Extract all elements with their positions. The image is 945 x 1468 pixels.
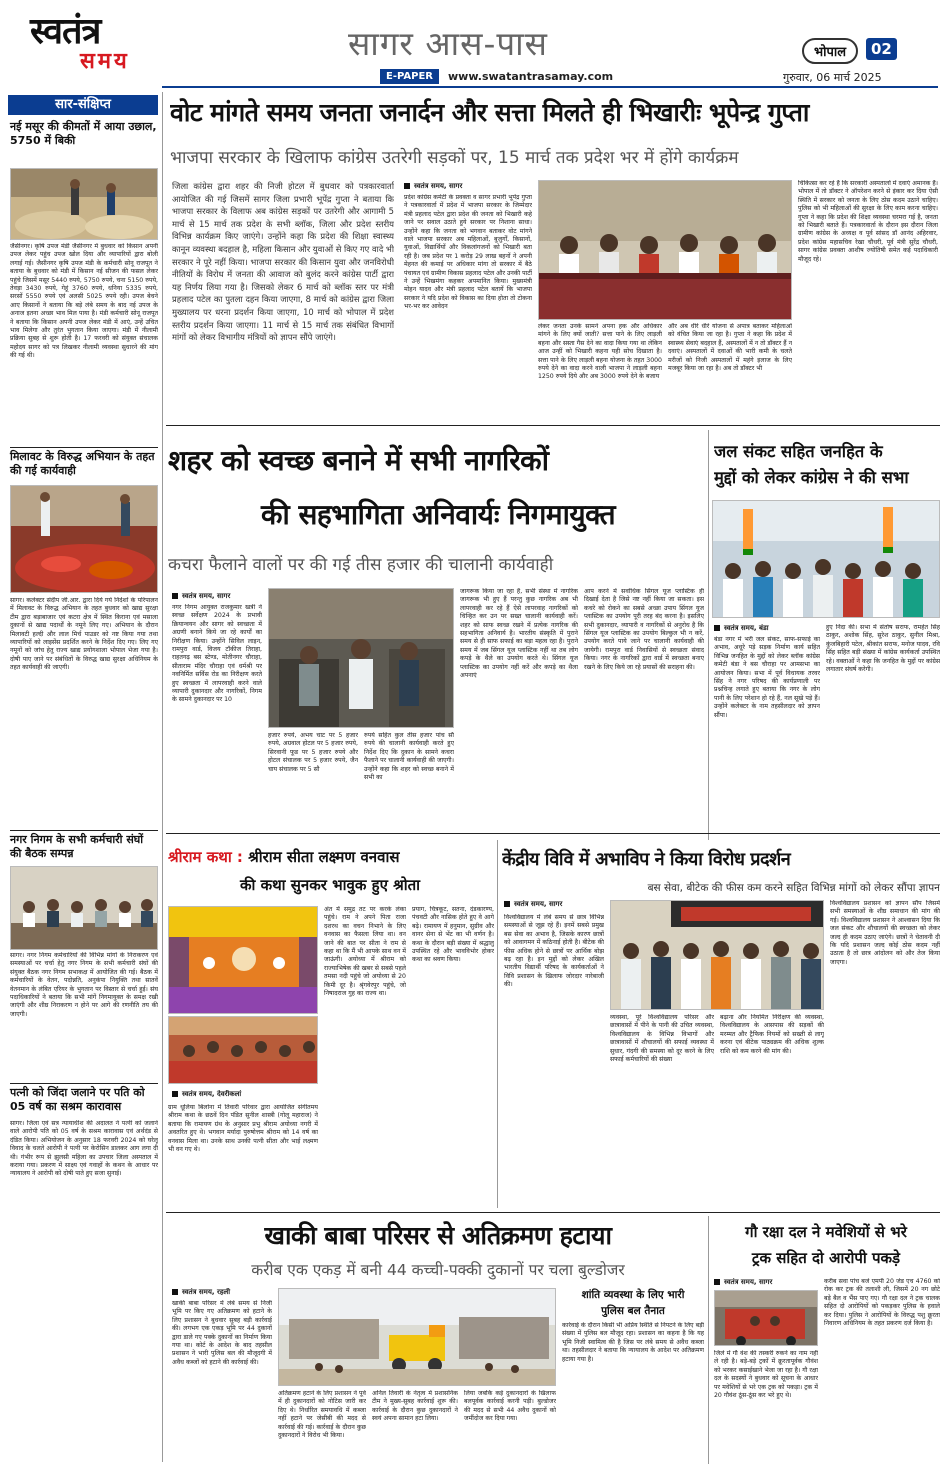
photo-mandi-grain (10, 168, 158, 240)
khaki-col-1: खाकी बाबा परिसर में लंबे समय से निजी भूमि पर किए गए अतिक्रमण को हटाने के लिए प्रशासन ने बुधवार सुबह बड़ी कार्रवाई की। लगभग एक एकड़ भूमि पर 44 दुकानों द्वारा डाले गए पक्के दुकानों का निर्माण किया गया था। कोर्ट के आदेश के बाद तहसील प्रशासन ने भारी पुलिस बल की मौजूदगी में अवैध कब्जों को हटाने की कार्रवाई की। (172, 1300, 272, 1366)
jalsankat-col-2: हुए निंदा की। सभा में संतोष सराफ, रामहेत सिंह ठाकुर, अशोक सिंह, सुरेश ठाकुर, सुनील मिश्रा, कुंजबिहारी पटेल, श्रीकांत सराफ, मनोज यादव, रवि सिंह सहित बड़ी संख्या में कांग्रेस कार्यकर्ता उपस्थित रहे। वक्ताओं ने कहा कि जनहित के मुद्दों पर कांग्रेस लगातार संघर्ष करेगी। (826, 624, 940, 674)
lead-col-5: चिकित्सा कर रहे हैं कि सरकारी अस्पतालों में दवाएं अमानक हैं। भोपाल में तो डॉक्टर ने ऑपरेशन करने से इंकार कर दिया ऐसी स्थिति में सरकार को जनता के लिए ठोस कदम उठाने चाहिए। पुलिस को भी महिलाओं की सुरक्षा के लिए काम करना चाहिए। गुप्ता ने कहा कि प्रदेश की शिक्षा व्यवस्था चरमरा गई है, जनता को भिखारी बताते हैं। पत्रकारवार्ता के दौरान इस दौरान जिला ग्रामीण कांग्रेस के अध्यक्ष व पूर्व सांसद डॉ आनंद अहिरवार, प्रदेश कांग्रेस महासचिव रेखा चौधरी, पूर्व मंत्री सुरेंद्र चौधरी, सागर कांग्रेस प्रवक्ता आशीष ज्योतिषी समेत कई पदाधिकारी मौजूद रहे। (798, 180, 938, 263)
ramkatha-headline-line1: श्रीराम सीता लक्ष्मण वनवास (248, 848, 400, 866)
photo-ram-katha-stage (168, 906, 318, 1014)
lead-byline (404, 182, 532, 191)
khaki-col-4: लिया जबकि कई दुकानदारों के खिलाफ बलपूर्वक कार्रवाई करनी पड़ी। बुल्डोजर की मदद से सभी 44 अवैध दुकानों को जमींदोज कर दिया गया। (464, 1390, 556, 1423)
khaki-col-2: अतिक्रमण हटाने के लिए प्रशासन ने पूर्व में ही दुकानदारों को नोटिस जारी कर दिए थे। निर्धारित समयावधि में कब्जा नहीं हटाने पर जेसीबी की मदद से कार्रवाई की गई। कार्रवाई के दौरान कुछ दुकानदारों ने विरोध भी किया। (278, 1390, 366, 1440)
photo-ram-katha-audience (168, 1016, 318, 1084)
ramkatha-col-3: प्रयाग, चित्रकूट, सतना, दंडकारण्य, पंचवटी और नासिक होते हुए वे आगे बढ़े। रामायण में हनुमान, सुग्रीव और वानर सेना से भेंट का भी वर्णन है। कथा के दौरान बड़ी संख्या में श्रद्धालु उपस्थित रहे और भावविभोर होकर कथा का श्रवण किया। (412, 906, 494, 964)
city-name: भोपाल (802, 38, 858, 64)
masthead (0, 0, 945, 90)
nigam-byline (172, 592, 262, 601)
jalsankat-headline-line2: मुद्दों को लेकर कांग्रेस ने की सभा (714, 468, 909, 487)
univ-subhead: बस सेवा, बीटेक की फीस कम करने सहित विभिन्न मांगों को लेकर सौंपा ज्ञापन (647, 882, 940, 894)
photo-cattle-truck (714, 1290, 818, 1346)
photo-nigam-inspection (268, 588, 454, 728)
nigam-col-5: आप करने में सर्वाधिक सिंगल यूज प्लास्टिक ही दिखाई देता है जिसे नष्ट नहीं किया जा सकता। इस कचरे को रोकने का सबसे अच्छा उपाय सिंगल यूज प्लास्टिक का उपयोग पूरी तरह बंद करना है। इसलिए सभी दुकानदार, व्यापारी व नागरिकों से अनुरोध है कि सिंगल यूज प्लास्टिक का उपयोग बिल्कुल भी न करें, उपयोग करते पाये जाने पर चालानी कार्यवाही की जायेगी। रामपुरा वार्ड निवासियों से स्वच्छता संवाद किया। नगर के नागरिकों द्वारा वार्ड में स्वच्छता बनाए रखने के लिए किये जा रहे प्रयासों की सराहना की। (584, 588, 704, 671)
khaki-byline (172, 1288, 272, 1297)
gau-headline-line2: ट्रक सहित दो आरोपी पकड़े (751, 1249, 901, 1267)
site-url[interactable]: www.swatantrasamay.com (448, 70, 614, 83)
byline-text: स्वतंत्र समय, सागर (514, 900, 563, 908)
nigam-col-3: रुपये सहित कुल तीस हजार पांच सौ रुपये की चालानी कार्यवाही करते हुए निर्देश दिए कि दुकान के सामने कचरा फैलाने पर चालानी कार्यवाही की जाएगी। उन्होंने कहा कि शहर को स्वच्छ बनाने में सभी का (364, 732, 454, 782)
univ-byline (504, 900, 604, 909)
lead-subhead: भाजपा सरकार के खिलाफ कांग्रेस उतरेगी सड़कों पर, 15 मार्च तक प्रदेश भर में होंगे कार्यक्रम (170, 148, 739, 168)
lead-col-3: लेकर जनता उनके सामने अपना हक और अधिकार मांगने के लिए क्यों जाती? सत्ता पाने के लिए लाड़ली बहना और सस्ता गैस देने का वादा किया गया था लेकिन आज उन्हीं को भिखारी कहना यही सोच दिखाता है। सत्ता पाने के लिए लाड़ली बहना योजना के तहत 3000 रुपये देने का वादा करने वाली भाजपा ने लाड़ली बहना 1250 रुपये दिये और अब 3000 रुपये देने के बजाय (538, 323, 662, 381)
sidebar-title: सार-संक्षिप्त (8, 95, 158, 115)
univ-col-4: विश्वविद्यालय प्रशासन को ज्ञापन सौंप जिसमें सभी समस्याओं के शीघ्र समाधान की मांग की गई। विश्वविद्यालय प्रशासन ने आश्वासन दिया कि जल संकट और शौचालयों की स्वच्छता को लेकर जल्द ही कदम उठाए जाएंगे। छात्रों ने चेतावनी दी कि यदि प्रशासन जल्द कोई ठोस कदम नहीं उठाता है तो छात्र आंदोलन को और तेज किया जाएगा। (830, 900, 940, 966)
byline-text: स्वतंत्र समय, सागर (414, 182, 463, 190)
byline-marker-icon (504, 901, 510, 907)
univ-col-2: व्यवस्था, पूरे विश्वविद्यालय परिसर और छात्रावासों में पीने के पानी की उचित व्यवस्था, विश्वविद्यालय के विभिन्न विभागों और छात्रावासों में शौचालयों की सफाई व्यवस्था में सुधार, गंदगी की समस्या को दूर करने के लिए सफाई कर्मचारियों की संख्या (610, 1014, 714, 1064)
masthead-rule (162, 86, 938, 88)
section-divider (166, 833, 940, 834)
divider (10, 1083, 158, 1084)
khaki-col-5: कार्रवाई के दौरान किसी भी अप्रिय स्थिति से निपटने के लिए बड़ी संख्या में पुलिस बल मौजूद रहा। प्रशासन का कहना है कि यह भूमि निजी स्वामित्व की है जिस पर लंबे समय से अवैध कब्जा था। तहसीलदार ने बताया कि न्यायालय के आदेश पर अतिक्रमण हटाया गया है। (562, 1322, 704, 1363)
jalsankat-byline (714, 624, 820, 633)
divider (10, 830, 158, 831)
section-divider (166, 425, 940, 426)
photo-press-conference (538, 180, 792, 320)
byline-marker-icon (714, 1279, 720, 1285)
ramkatha-label: श्रीराम कथा : (168, 848, 243, 866)
ramkatha-col-2: अंत में समुद्र तट पर करके लंका पहुंचे। राम ने अपने पिता राजा दशरथ का वचन निभाने के लिए वनवास का फैसला लिया था। वन जाने की बात पर सीता ने राम से कहा था कि मैं भी आपके साथ वन में जाऊंगी। अयोध्या में श्रीराम को राज्याभिषेक की खबर से सबसे पहले तमसा नदी पहुंचे जो अयोध्या से 20 किमी दूर है। श्रृंगवेरपुर पहुंचे, जो निषादराज गुह का राज्य था। (324, 906, 406, 998)
byline-text: स्वतंत्र समय, सागर (724, 1278, 773, 1286)
column-rule (162, 92, 163, 1462)
lead-intro: जिला कांग्रेस द्वारा शहर की निजी होटल में बुधवार को पत्रकारवार्ता आयोजित की गई जिसमें सागर जिला प्रभारी भूपेंद्र गुप्ता ने बताया कि भाजपा सरकार के विलाफ अब कांग्रेस सड़कों पर उतरेगी और आगामी 5 मार्च से 15 मार्च तक प्रदेश के सभी ब्लॉक, जिला और प्रदेश स्तरीय विभिन्न कार्यक्रम किए जाएंगे। उन्होंने कहा कि प्रदेश की शिक्षा स्वास्थ्य कानून व्यवस्था बदहाल है, महिला किसान और युवाओं से किए गए वादे भी सरकार ने पूरे नहीं किया। भाजपा सरकार की किसान युवा और जनविरोधी नीतियों के विरोध में जनता की आवाज को बुलंद करने कांग्रेस पार्टी द्वारा यह निर्णय लिया गया है। जिसको लेकर 6 मार्च को ब्लॉक स्तर पर मंत्री प्रहलाद पटेल का पुतला दहन किया जाएगा, 8 मार्च को कांग्रेस द्वारा जिला मुख्यालय पर धरना प्रदर्शन किया जाएगा, 10 मार्च को भोपाल में प्रदेश स्तरीय प्रदर्शन किया जाएगा। 11 मार्च से 15 मार्च तक संबंधित विभागों मांगों को लेकर विभागीय मंत्रियों को ज्ञापन सौंपे जाएंगे। (172, 181, 394, 343)
sidebar-item-body: सागर। कलेक्टर संदीप जी.आर. द्वारा दिये गये निर्देशों के परिपालन में मिलावट के विरुद्ध अभियान के तहत बुधवार को खाद्य सुरक्षा टीम द्वारा बड़ाबाजार एवं कटरा क्षेत्र में स्थित किराना एवं मसाला दुकानों से खाद्य पदार्थों के नमूने लिए गए। अभियान के दौरान मिलावटी हल्दी और लाल मिर्च पाउडर को नष्ट किया गया तथा व्यापारियों को लाइसेंस प्रदर्शित करने के निर्देश दिए गए। लिए गए नमूनों को जांच हेतु राज्य खाद्य प्रयोगशाला भोपाल भेजा गया है। दोषी पाए जाने पर संबंधितों के विरुद्ध खाद्य सुरक्षा अधिनियम के तहत कार्यवाही की जाएगी। (10, 597, 158, 672)
ramkatha-col-1: ग्राम धूलिया बिलोना में तिवारी परिवार द्वारा आयोजित संगीतमय श्रीराम कथा के छठवें दिन पंडित सुनील शास्त्री (गोलू महाराज) ने बताया कि रामायण ग्रंथ के अनुसार प्रभु श्रीराम अयोध्या नगरी में अवतरित हुए थे। भगवान मर्यादा पुरुषोत्तम श्रीराम को 14 वर्ष का वनवास मिला था। उनके साथ उनकी पत्नी सीता और भाई लक्ष्मण भी वन गए थे। (168, 1104, 318, 1154)
byline-text: स्वतंत्र समय, सागर (182, 592, 231, 600)
gau-col-1: जिले में गौ वंश की तस्करी रुकने का नाम नहीं ले रही है। बड़े-बड़े ट्रकों में क्रूरतापूर्वक गौवंश को भरकर कसाईखाने भेजा जा रहा है। गौ रक्षा दल के सदस्यों ने बुधवार को सूचना के आधार पर मवेशियों से भरे एक ट्रक को पकड़ा। ट्रक में 20 गौवंश ठूंस-ठूंस कर भरे हुए थे। (714, 1350, 818, 1400)
sidebar-item-headline: नई मसूर की कीमतों में आया उछाल, 5750 में बिकी (10, 120, 157, 147)
divider (10, 447, 158, 448)
byline-text: स्वतंत्र समय, बंडा (724, 624, 769, 632)
khaki-headline: खाकी बाबा परिसर से अतिक्रमण हटाया (264, 1221, 612, 1250)
univ-headline: केंद्रीय विवि में अभाविप ने किया विरोध प्रदर्शन (502, 849, 791, 870)
byline-marker-icon (714, 625, 720, 631)
epaper-label: E-PAPER (380, 69, 439, 84)
photo-abvp-protest (610, 900, 824, 1010)
nigam-col-1: नगर निगम आयुक्त राजकुमार खत्री ने स्वच्छ सर्वेक्षण 2024 के प्रभावी क्रियान्वयन और सागर को स्वच्छता में अग्रणी बनाने किये जा रहे कार्यों का निरीक्षण किया। उन्होंने सिविल लाइन, रामपुरा वार्ड, विजय टॉकीज तिराहा, राहतगढ़ बस स्टेण्ड, मोतीनगर चौराहा, सीताराम मंदिर चौराहा एवं धर्मश्री पर नवनिर्मित सर्विस रोड का निरीक्षण करते हुए स्वच्छता में लापरवाही करने वाले व्यापारी दुकानदार और नागरिकों, निगम के सामने दुकानदार पर 10 (172, 604, 262, 704)
photo-congress-rally (712, 500, 940, 618)
sidebar-item-body: जैसीनगर। कृषि उपज मंडी जैसीनगर में बुधवार को किसान अपनी उपज लेकर पहुंच उपज खोल दिया और व्यापारियों द्वारा बोली लगाई गई। जैसीनगर कृषि उपज मंडी के कर्मचारी सोनू राजपूत ने बताया के बुधवार को मंडी में किसान नई सीजन की फसल लेकर पहुंचे जिसमें मसूर 5440 रुपये, 5750 रुपये, चना 5150 रुपये, तेवड़ा 3430 रुपये, गेहूं 3760 रुपये, धनिया 5335 रुपये, सरसों 5550 रुपये एवं अलसी 5025 रुपये रही। उपज बेचने आए किसानों ने बताया कि बड़े लंबे समय के बाद नई उपज के अनाज इतना अच्छा भाव मिल पाया है। मंडी कर्मचारी सोनू राजपूत ने बताया कि किसान अपनी उपज लेकर मंडी में आएं, उन्हें उचित भाव मिलेगा और तुरंत भुगतान किया जाएगा। मंडी में नीलामी प्रक्रिया सुबह से शुरू होती है। 17 फरवरी को संयुक्त संचालक महोदय सागर को पत्र लिखकर नीलामी व्यवस्था सुधारने की मांग की गई थी। (10, 243, 158, 360)
photo-food-safety (10, 485, 158, 593)
gau-headline-line1: गौ रक्षा दल ने मवेशियों से भरे (745, 1223, 907, 1241)
gau-byline (714, 1278, 818, 1287)
logo-bottom: समय (80, 48, 130, 74)
byline-marker-icon (172, 593, 178, 599)
lead-col-4: और अब धीरे धीरे योजना से अपात्र बताकर महिलाओं को वंचित किया जा रहा है। गुप्ता ने कहा कि प्रदेश में स्वास्थ्य सेवाएं बदहाल हैं, अस्पतालों में न तो डॉक्टर हैं न दवाएं। अस्पतालों में दवाओं की भारी कमी के चलते मरीजों को निजी अस्पतालों में महंगे इलाज के लिए मजबूर किया जा रहा है। अब तो डॉक्टर भी (668, 323, 792, 373)
section-divider (166, 1212, 940, 1213)
khaki-col-3: अनिल तिवारी के नेतृत्व में प्रशासनिक टीम ने मुख्य-सुबह कार्रवाई शुरू की। कार्रवाई के दौरान कुछ दुकानदारों ने स्वयं अपना सामान हटा लिया। (372, 1390, 458, 1423)
ramkatha-byline (172, 1090, 322, 1099)
jalsankat-headline-line1: जल संकट सहित जनहित के (714, 442, 883, 461)
nigam-col-2: हजार रुपये, अभय चाट पर 5 हजार रुपये, अग्रवाल होटल पर 5 हजार रुपये, सिरवानी फूड पर 5 हजार रुपये और होटल संचालक पर 5 हजार रुपये, जैन चाय संचालक पर 5 सौ (268, 732, 358, 773)
khaki-box-title-2: पुलिस बल तैनात (601, 1305, 665, 1317)
sidebar-item-headline: पत्नी को जिंदा जलाने पर पति को 05 वर्ष का सश्रम कारावास (10, 1086, 145, 1113)
univ-col-1: विश्वविद्यालय में लंबे समय से छात्र विभिन्न समस्याओं से जूझ रहे हैं। इनमें सबसे प्रमुख बस सेवा का अभाव है, जिसके कारण छात्रों को आवागमन में कठिनाई होती है। बीटेक की फीस अधिक होने से छात्रों पर आर्थिक बोझ बढ़ रहा है। इन मुद्दों को लेकर अखिल भारतीय विद्यार्थी परिषद के कार्यकर्ताओं ने विवि प्रशासन के खिलाफ जोरदार नारेबाजी की। (504, 914, 604, 989)
section-title: सागर आस-पास (348, 24, 548, 63)
column-rule (708, 430, 709, 840)
lead-col-2: प्रदेश कांग्रेस कमेटी के प्रवक्ता व सागर प्रभारी भूपेंद्र गुप्ता ने पत्रकारवार्ता में प्रदेश में भाजपा सरकार के जिम्मेदार मंत्री प्रहलाद पटेल द्वारा प्रदेश की जनता को भिखारी कहे जाने पर सवाल उठाते हुये सरकार पर निशाना साधा। उन्होंने कहा कि जनता को भगवान बताकर वोट मांगने वाले भाजपा सरकार अब महिलाओं, बुजुर्गों, किसानों, युवाओं, विद्यार्थियों और विकलांगजनों को भिखारी बता रही है। जब प्रदेश पर 1 करोड़ 29 लाख बहनों ने अपनी मेहनत की कमाई पर अधिकार मांगा तो सरकार में बैठे पंचायत एवं ग्रामीण विकास प्रहलाद पटेल और उनकी पार्टी ने उन्हें भिखमंगा कहकर अपमानित किया। मुख्यमंत्री मोहन यादव और मंत्री प्रहलाद पटेल बतायें कि भाजपा सरकार ने यदि प्रदेश को विकास का दिया होता तो टोकना भर-भर कर आवेदन (404, 194, 532, 311)
byline-text: स्वतंत्र समय, रहली (182, 1288, 231, 1296)
nigam-headline-line1: शहर को स्वच्छ बनाने में सभी नागरिकों (168, 444, 549, 477)
byline-marker-icon (172, 1289, 178, 1295)
logo-top: स्वतंत्र (30, 10, 101, 52)
nigam-col-4: जागरूक किया जा रहा है, सभी संस्था में नागरिक जागरूक भी हुए हैं परन्तु कुछ नागरिक अब भी लापरवाही कर रहे हैं ऐसे लापरवाह नागरिकों को चिन्हित कर उन पर सख्त चालानी कार्यवाही करें। शहर को साफ स्वच्छ रखने में प्रत्येक नागरिक की सहभागिता अनिवार्य है। भारतीय संस्कृति में पुराने समय से ही साफ सफाई का बड़ा महत्व रहा है। पुराने समय में जब सिंगल यूज प्लास्टिक नहीं था तब लोग कपड़े के थैले का उपयोग करते थे। सिंगल यूज प्लास्टिक का उपयोग नहीं करें और कपड़े का थैला अपनाएं (460, 588, 578, 680)
page-number: 02 (866, 38, 897, 60)
byline-marker-icon (404, 183, 410, 189)
sidebar-item-headline: मिलावट के विरुद्ध अभियान के तहत की गई कार्यवाही (10, 450, 155, 477)
gau-col-2: करीब सवा पांच बजे एमपी 20 जेड एच 4760 को रोक कर ट्रक की तलाशी ली, जिसमें 20 नग छोटे बड़े बैल व भैंस पाए गए। गौ रक्षा दल ने ट्रक चालक सहित दो आरोपियों को पकड़कर पुलिस के हवाले कर दिया। पुलिस ने आरोपियों के विरुद्ध पशु क्रूरता निवारण अधिनियम के तहत प्रकरण दर्ज किया है। (824, 1278, 940, 1328)
byline-marker-icon (172, 1091, 178, 1097)
byline-text: स्वतंत्र समय, देवरीकलां (182, 1090, 242, 1098)
sidebar-item-body: सागर। जिला एवं सत्र न्यायाधीश की अदालत ने पत्नी को जलाने वाले आरोपी पति को 05 वर्ष के सश्रम कारावास एवं अर्थदंड से दंडित किया। अभियोजन के अनुसार 18 फरवरी 2024 को घरेलू विवाद के चलते आरोपी ने पत्नी पर केरोसिन डालकर आग लगा दी थी। गंभीर रूप से झुलसी महिला का उपचार जिला अस्पताल में कराया गया। प्रकरण में साक्ष्य एवं गवाहों के कथन के आधार पर न्यायालय ने आरोपी को दोषी पाते हुए सजा सुनाई। (10, 1120, 158, 1178)
khaki-box-title-1: शांति व्यवस्था के लिए भारी (581, 1289, 685, 1301)
nigam-headline-line2: की सहभागिता अनिवार्यः निगमायुक्त (260, 498, 616, 531)
issue-date: गुरुवार, 06 मार्च 2025 (783, 71, 882, 84)
column-rule (497, 840, 498, 1208)
jalsankat-col-1: बंडा नगर में भरी जल संकट, साफ-सफाई का अभाव, अधूरे पड़े सड़क निर्माण कार्य सहित विभिन्न जनहित के मुद्दों को लेकर ब्लॉक कांग्रेस कमेटी बंडा ने बस चौराहा पर आमसभा का आयोजन किया। सभा में पूर्व विधायक तरवर सिंह ने नगर परिषद की कार्यप्रणाली पर प्रश्नचिन्ह लगाते हुए बताया कि नगर के लोग पानी के लिए परेशान हो रहे हैं, नल सूखे पड़े हैं। उन्होंने कलेक्टर के नाम तहसीलदार को ज्ञापन सौंपा। (714, 636, 820, 719)
sidebar-item-body: सागर। नगर निगम कर्मचारियों की विभिन्न मांगों के निराकरण एवं समस्याओं पर चर्चा हेतु नगर निगम के सभी कर्मचारी संघों की संयुक्त बैठक नगर निगम सभाकक्ष में आयोजित की गई। बैठक में कर्मचारियों के वेतन, पदोन्नति, अनुकंपा नियुक्ति तथा सातवें वेतनमान के लंबित एरियर के भुगतान पर विस्तार से चर्चा हुई। संघ पदाधिकारियों ने बताया कि सभी मांगें निगमायुक्त के समक्ष रखी जाएंगी और शीघ्र निराकरण न होने पर आगे की रणनीति तय की जाएगी। (10, 952, 158, 1018)
photo-union-meeting (10, 866, 158, 950)
column-rule (708, 1216, 709, 1464)
lead-headline: वोट मांगते समय जनता जनार्दन और सत्ता मिलते ही भिखारीः भूपेन्द्र गुप्ता (170, 98, 809, 127)
ramkatha-headline-line2: की कथा सुनकर भावुक हुए श्रोता (239, 876, 421, 894)
photo-bulldozer (278, 1288, 556, 1386)
sidebar-item-headline: नगर निगम के सभी कर्मचारी संघों की बैठक सम्पन्न (10, 833, 144, 860)
ramkatha-headline (168, 846, 492, 868)
khaki-subhead: करीब एक एकड़ में बनी 44 कच्ची-पक्की दुकानों पर चला बुल्डोजर (251, 1261, 625, 1279)
nigam-subhead: कचरा फैलाने वालों पर की गई तीस हजार की चालानी कार्यवाही (168, 555, 554, 575)
univ-col-3: बढ़ाना और नियमित निरीक्षण की व्यवस्था, विश्वविद्यालय के आसपास की सड़कों की मरम्मत और ट्रैफिक नियमों को सख्ती से लागू करना एवं बीटेक पाठ्यक्रम की अधिक शुल्क राशि को कम करने की मांग की। (720, 1014, 824, 1055)
